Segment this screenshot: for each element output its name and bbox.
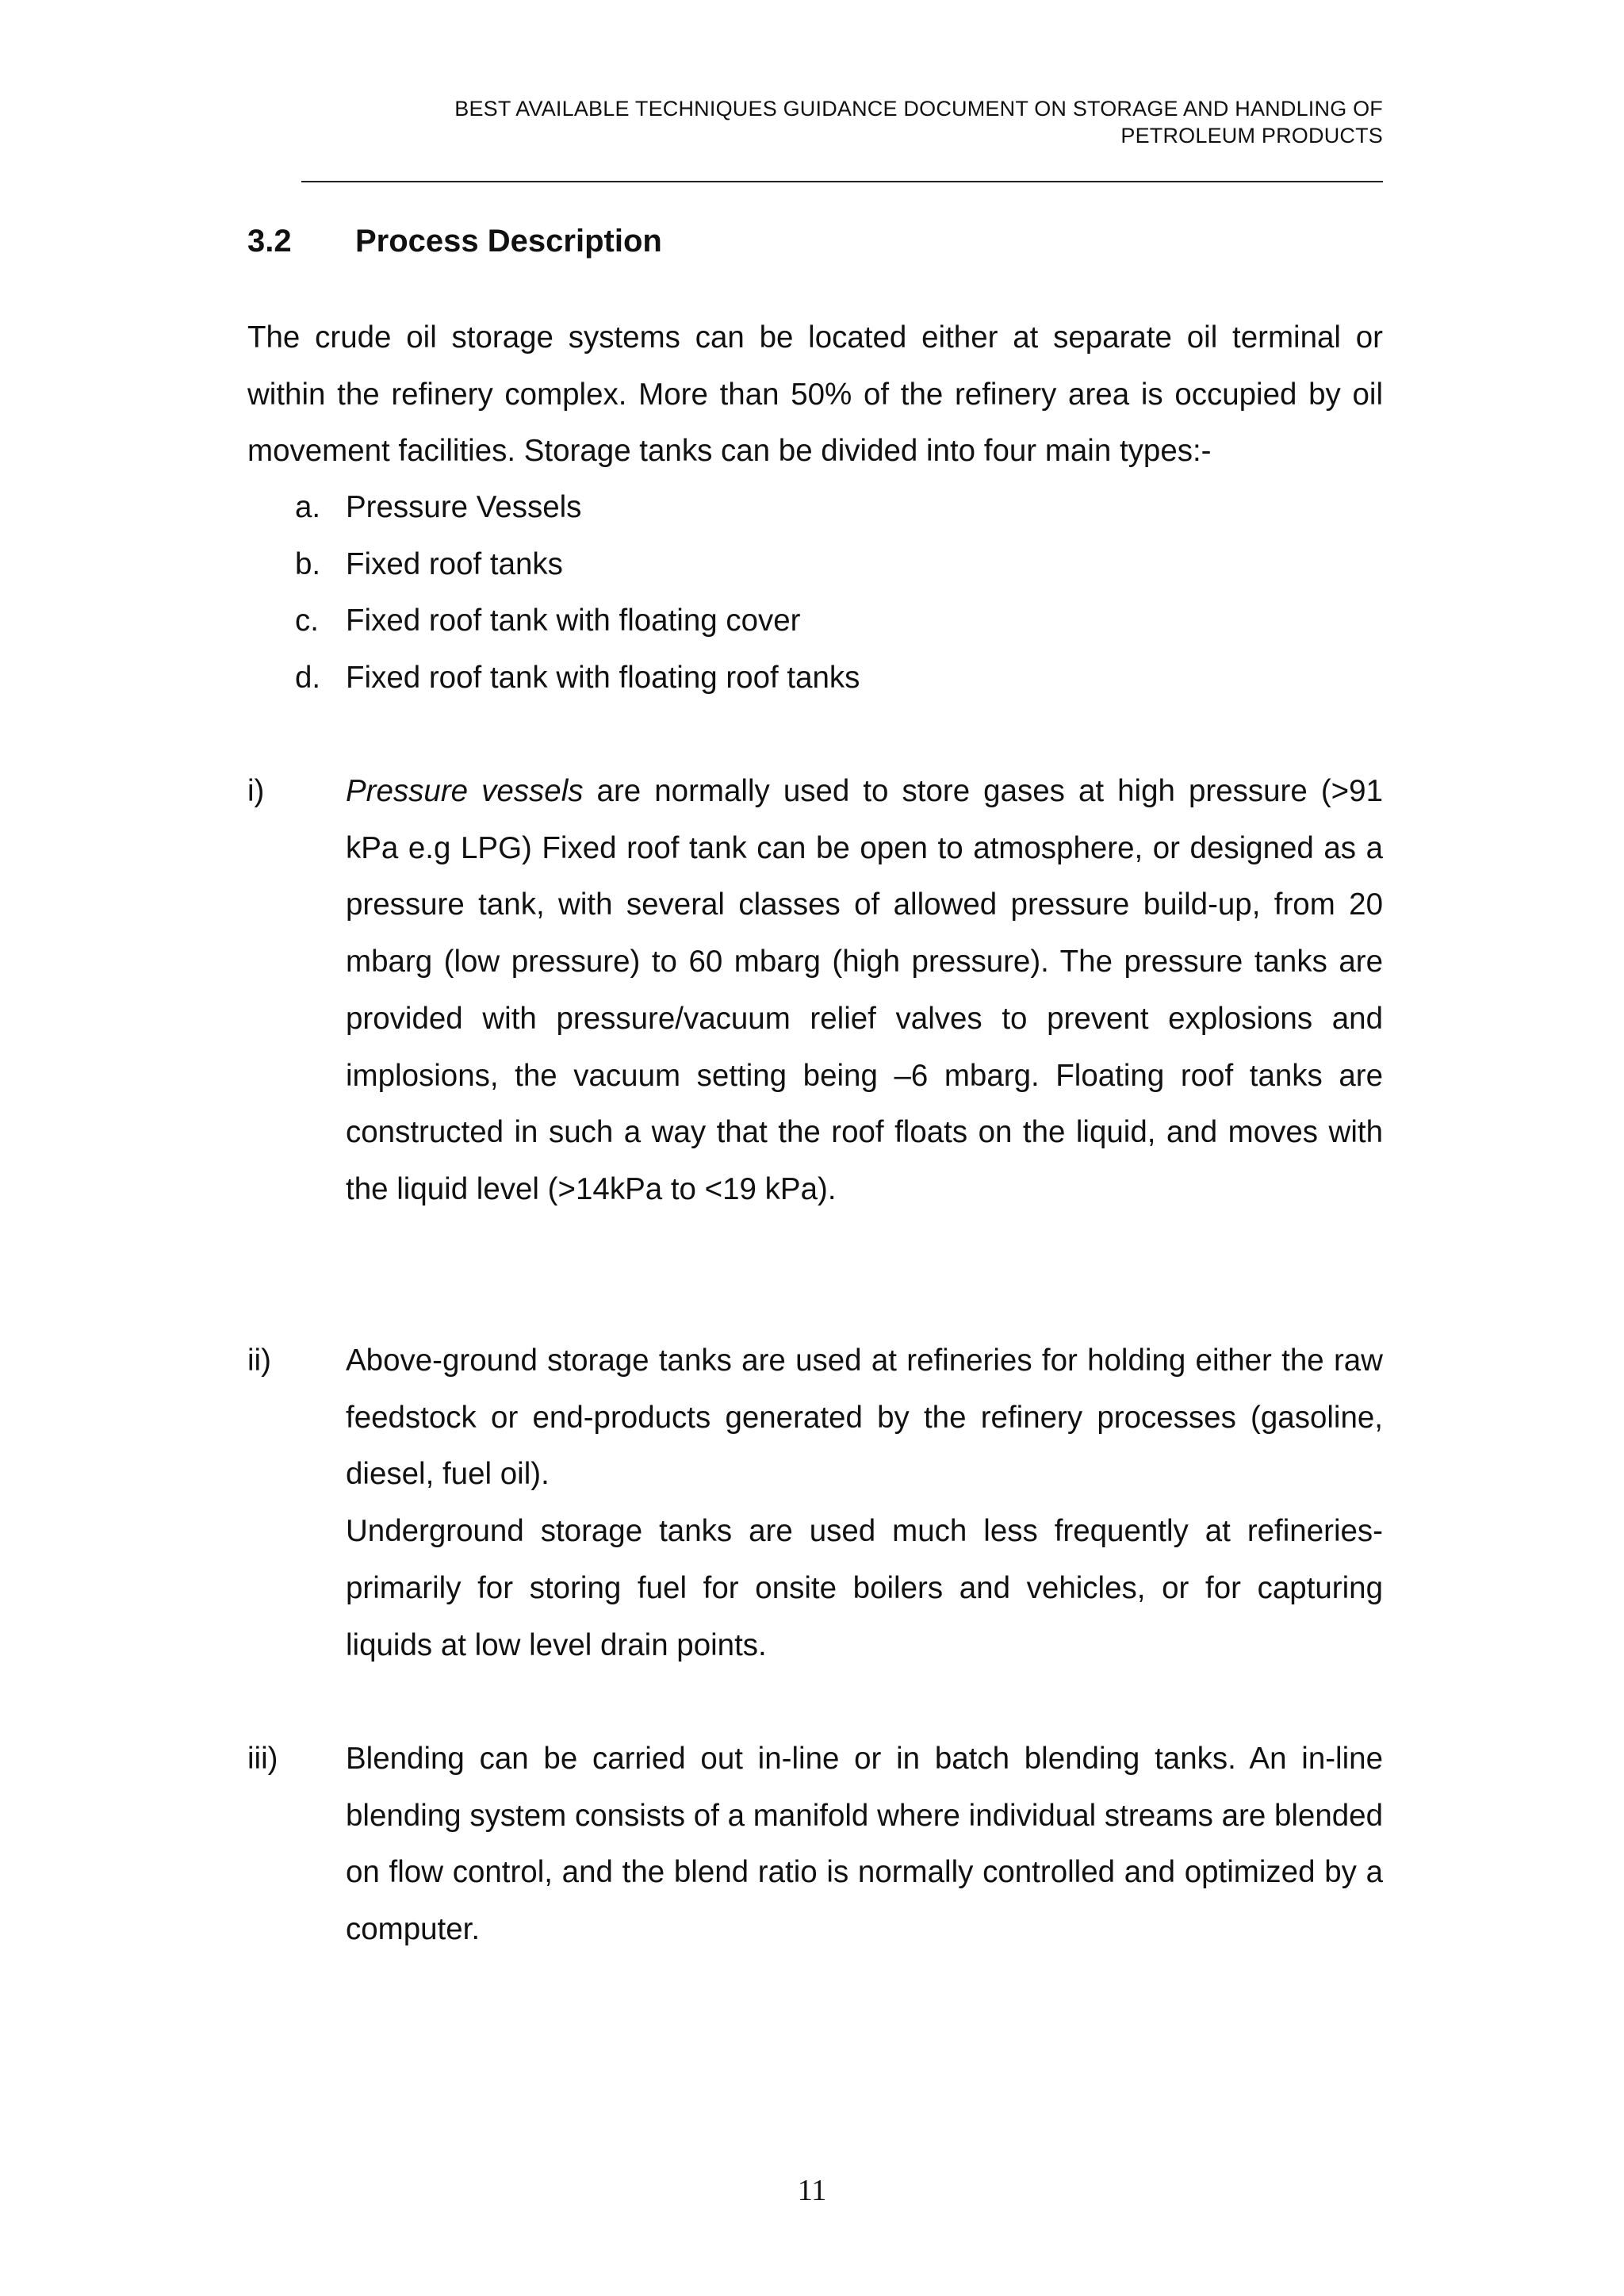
- item-paragraph: Above-ground storage tanks are used at refineries for holding either the raw feedstock or end-products generated by the refinery processes (gasoline, diesel, fuel oil).: [346, 1343, 1383, 1492]
- tank-types-list: [247, 479, 860, 707]
- list-item-text: Pressure Vessels: [346, 490, 582, 524]
- item-marker: ii): [247, 1343, 271, 1378]
- item-paragraph: Blending can be carried out in-line or in batch blending tanks. An in-line blending system consists of a manifold where individual streams are blended on flow control, and the blend ratio is normally controlled and optimized by a computer.: [346, 1742, 1383, 1947]
- item-body: [346, 1731, 1383, 1958]
- item-paragraph: Underground storage tanks are used much less frequently at refineries-primarily for storing fuel for onsite boilers and vehicles, or for capturing liquids at low level drain points.: [346, 1514, 1383, 1662]
- list-item: [247, 650, 860, 707]
- item-body: [346, 763, 1383, 1218]
- running-header: [301, 95, 1383, 149]
- list-item: [247, 592, 860, 650]
- list-item-text: Fixed roof tank with floating roof tanks: [346, 661, 860, 696]
- list-marker: a.: [295, 490, 321, 524]
- item-emphasis: Pressure vessels: [346, 774, 584, 808]
- item-pressure-vessels: [247, 763, 1383, 1218]
- list-item-text: Fixed roof tanks: [346, 546, 563, 581]
- running-header-line-1: BEST AVAILABLE TECHNIQUES GUIDANCE DOCUMENT ON STORAGE AND HANDLING OF: [454, 97, 1383, 121]
- item-above-ground-tanks: [247, 1332, 1383, 1673]
- item-marker: i): [247, 774, 265, 808]
- item-blending: [247, 1731, 1383, 1958]
- item-marker: iii): [247, 1742, 278, 1776]
- section-title: Process Description: [355, 224, 662, 259]
- section-heading: [247, 220, 662, 262]
- item-body: [346, 1332, 1383, 1673]
- list-marker: d.: [295, 661, 321, 696]
- page-number: 11: [797, 2174, 827, 2207]
- list-item: [247, 479, 860, 536]
- list-item: [247, 536, 860, 593]
- running-header-line-2: PETROLEUM PRODUCTS: [1120, 124, 1383, 148]
- list-marker: c.: [295, 604, 319, 638]
- intro-paragraph: The crude oil storage systems can be located either at separate oil terminal or within the refinery complex. More than 50% of the refinery area is occupied by oil movement facilities. Storage tanks can be divided into four main types:-: [247, 320, 1383, 469]
- header-divider: [301, 181, 1383, 182]
- item-paragraph: [346, 763, 1383, 1218]
- item-text: are normally used to store gases at high pressure (>91 kPa e.g LPG) Fixed roof tank can be open to atmosphere, or designed as a pressure tank, with several classes of allowed pressure build-up, from 20 mbarg (low pressure) to 60 mbarg (high pressure). The pressure tanks are provided with pressure/vacuum relief valves to prevent explosions and implosions, the vacuum setting being –6 mbarg. Floating roof tanks are constructed in such a way that the roof floats on the liquid, and moves with the liquid level (>14kPa to <19 kPa).: [346, 774, 1383, 1206]
- list-marker: b.: [295, 546, 321, 581]
- list-item-text: Fixed roof tank with floating cover: [346, 604, 801, 638]
- section-number: 3.2: [247, 224, 292, 259]
